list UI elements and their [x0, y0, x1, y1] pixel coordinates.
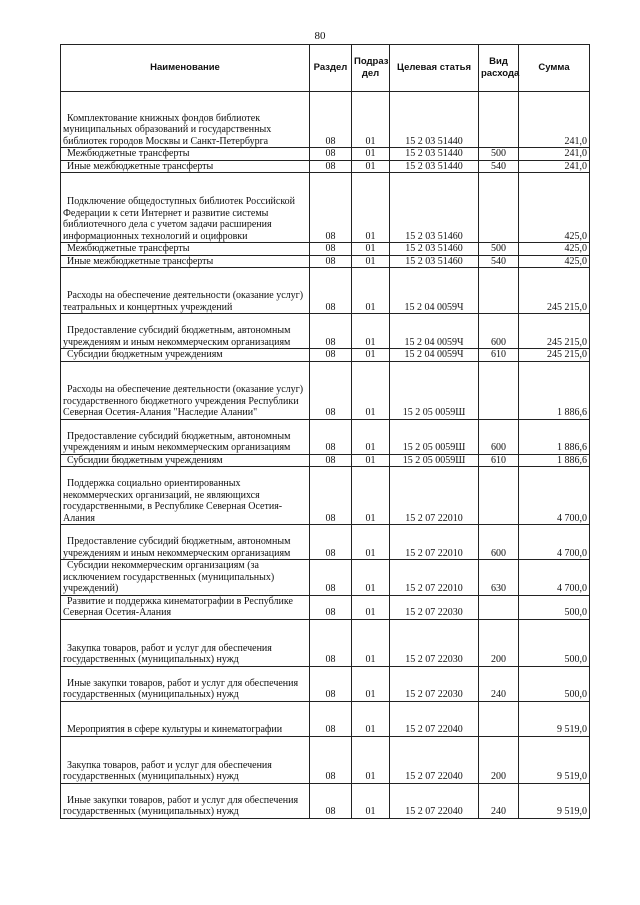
row-vid — [479, 148, 519, 161]
row-statya-text: 15 2 03 51460 — [405, 230, 463, 242]
row-razdel-text: 08 — [325, 349, 336, 360]
row-statya-text: 15 2 04 0059Ч — [404, 336, 464, 348]
row-name — [61, 160, 310, 173]
row-podrazdel-text: 01 — [365, 255, 376, 267]
row-name-text: Иные межбюджетные трансферты — [67, 255, 214, 267]
row-summa — [519, 160, 590, 173]
row-summa-text: 9 519,0 — [557, 771, 587, 782]
row-razdel — [310, 349, 352, 362]
row-summa-text: 500,0 — [564, 654, 587, 665]
row-podrazdel — [352, 467, 390, 525]
row-name — [61, 314, 310, 349]
row-summa-text: 241,0 — [564, 160, 587, 172]
row-summa-text: 425,0 — [564, 243, 587, 254]
row-vid — [479, 92, 519, 148]
row-vid-text: 240 — [491, 806, 506, 817]
row-vid — [479, 701, 519, 736]
row-razdel-text: 08 — [325, 135, 336, 147]
row-vid — [479, 243, 519, 256]
table-row — [61, 595, 590, 619]
row-summa — [519, 243, 590, 256]
row-podrazdel-text: 01 — [365, 547, 376, 559]
row-summa-text: 245 215,0 — [547, 336, 587, 348]
row-vid-text: 630 — [491, 583, 506, 594]
row-podrazdel — [352, 619, 390, 666]
row-statya-text: 15 2 07 22040 — [405, 806, 463, 817]
row-name-text: Расходы на обеспечение деятельности (оказание услуг) государственного бюджетного учреждения Республики Северная Осетия-Алания "Наследие Алании" — [63, 384, 304, 418]
row-razdel — [310, 92, 352, 148]
table-row — [61, 736, 590, 783]
row-razdel-text: 08 — [325, 771, 336, 782]
row-razdel-text: 08 — [325, 148, 336, 159]
row-vid-text: 600 — [491, 547, 506, 559]
row-podrazdel — [352, 736, 390, 783]
row-podrazdel — [352, 595, 390, 619]
row-razdel-text: 08 — [325, 689, 336, 700]
header-vid: Вид расхода — [479, 45, 519, 92]
table-row — [61, 701, 590, 736]
budget-table — [60, 44, 590, 819]
table-row — [61, 783, 590, 818]
row-name — [61, 268, 310, 314]
row-razdel — [310, 243, 352, 256]
row-statya-text: 15 2 05 0059Ш — [402, 442, 466, 453]
row-razdel-text: 08 — [325, 160, 336, 172]
row-statya-text: 15 2 03 51460 — [405, 255, 463, 267]
row-podrazdel-text: 01 — [365, 689, 376, 700]
row-name — [61, 736, 310, 783]
row-vid-text: 610 — [491, 349, 506, 360]
row-name — [61, 701, 310, 736]
row-podrazdel-text: 01 — [365, 607, 376, 618]
row-statya-text: 15 2 07 22010 — [405, 547, 463, 559]
row-podrazdel — [352, 349, 390, 362]
row-vid — [479, 268, 519, 314]
row-summa — [519, 783, 590, 818]
row-vid — [479, 160, 519, 173]
row-vid — [479, 736, 519, 783]
row-razdel — [310, 419, 352, 454]
table-row — [61, 361, 590, 419]
row-podrazdel-text: 01 — [365, 583, 376, 594]
row-statya — [390, 243, 479, 256]
row-summa-text: 500,0 — [564, 689, 587, 700]
row-summa — [519, 255, 590, 268]
row-razdel — [310, 619, 352, 666]
row-summa-text: 1 886,6 — [557, 454, 587, 466]
row-statya — [390, 595, 479, 619]
row-name — [61, 454, 310, 467]
row-statya-text: 15 2 04 0059Ч — [404, 301, 464, 313]
row-summa — [519, 92, 590, 148]
row-name-text: Предоставление субсидий бюджетным, автономным учреждениям и иным некоммерческим организациям — [63, 430, 291, 453]
row-podrazdel — [352, 92, 390, 148]
row-name-text: Мероприятия в сфере культуры и кинематографии — [67, 724, 283, 735]
row-razdel — [310, 454, 352, 467]
table-row — [61, 619, 590, 666]
row-summa — [519, 736, 590, 783]
row-statya — [390, 349, 479, 362]
row-name — [61, 361, 310, 419]
row-summa — [519, 148, 590, 161]
row-vid — [479, 173, 519, 243]
row-name-text: Подключение общедоступных библиотек Российской Федерации к сети Интернет и развитие системы библиотечного дела с учетом задачи расширения информационных технологий и оцифровки — [63, 196, 296, 242]
row-vid — [479, 619, 519, 666]
row-razdel — [310, 560, 352, 596]
table-row — [61, 268, 590, 314]
row-name — [61, 525, 310, 560]
row-summa-text: 4 700,0 — [557, 547, 587, 559]
row-statya — [390, 454, 479, 467]
row-summa — [519, 701, 590, 736]
row-razdel-text: 08 — [325, 547, 336, 559]
row-podrazdel — [352, 419, 390, 454]
row-razdel — [310, 160, 352, 173]
row-statya — [390, 92, 479, 148]
row-statya-text: 15 2 03 51440 — [405, 135, 463, 147]
row-summa — [519, 314, 590, 349]
row-vid-text: 500 — [491, 243, 506, 254]
table-row — [61, 419, 590, 454]
table-row — [61, 314, 590, 349]
row-vid-text: 610 — [491, 454, 506, 466]
row-podrazdel-text: 01 — [365, 230, 376, 242]
row-razdel — [310, 595, 352, 619]
row-razdel-text: 08 — [325, 724, 336, 735]
row-statya — [390, 666, 479, 701]
row-name-text: Иные межбюджетные трансферты — [67, 160, 214, 172]
row-razdel-text: 08 — [325, 654, 336, 665]
row-summa — [519, 525, 590, 560]
row-statya — [390, 419, 479, 454]
row-name — [61, 92, 310, 148]
row-summa-text: 245 215,0 — [547, 301, 587, 313]
row-name-text: Развитие и поддержка кинематографии в Республике Северная Осетия-Алания — [63, 595, 293, 618]
table-row — [61, 525, 590, 560]
table-row — [61, 454, 590, 467]
row-podrazdel — [352, 361, 390, 419]
row-name-text: Межбюджетные трансферты — [67, 243, 190, 254]
row-podrazdel-text: 01 — [365, 654, 376, 665]
row-name-text: Расходы на обеспечение деятельности (оказание услуг) театральных и концертных учреждений — [63, 290, 304, 313]
row-name-text: Иные закупки товаров, работ и услуг для обеспечения государственных (муниципальных) нужд — [63, 794, 299, 817]
header-podrazdel: Подраз дел — [352, 45, 390, 92]
row-podrazdel-text: 01 — [365, 301, 376, 313]
row-summa — [519, 560, 590, 596]
row-razdel — [310, 268, 352, 314]
row-summa-text: 9 519,0 — [557, 806, 587, 817]
row-podrazdel-text: 01 — [365, 771, 376, 782]
row-statya — [390, 619, 479, 666]
row-razdel-text: 08 — [325, 583, 336, 594]
row-podrazdel — [352, 525, 390, 560]
row-podrazdel-text: 01 — [365, 724, 376, 735]
row-name — [61, 349, 310, 362]
row-statya — [390, 783, 479, 818]
row-podrazdel — [352, 160, 390, 173]
row-podrazdel — [352, 701, 390, 736]
table-row — [61, 666, 590, 701]
row-podrazdel-text: 01 — [365, 148, 376, 159]
row-vid — [479, 467, 519, 525]
row-vid — [479, 666, 519, 701]
row-razdel — [310, 148, 352, 161]
row-razdel — [310, 783, 352, 818]
row-summa — [519, 349, 590, 362]
row-summa-text: 425,0 — [564, 255, 587, 267]
row-podrazdel-text: 01 — [365, 407, 376, 418]
row-summa-text: 4 700,0 — [557, 512, 587, 524]
row-statya-text: 15 2 03 51440 — [405, 160, 463, 172]
row-podrazdel — [352, 314, 390, 349]
row-name — [61, 783, 310, 818]
row-name-text: Иные закупки товаров, работ и услуг для обеспечения государственных (муниципальных) нужд — [63, 677, 299, 700]
table-row — [61, 467, 590, 525]
row-podrazdel-text: 01 — [365, 454, 376, 466]
row-podrazdel-text: 01 — [365, 336, 376, 348]
row-statya-text: 15 2 07 22010 — [405, 512, 463, 524]
row-statya-text: 15 2 07 22040 — [405, 771, 463, 782]
row-statya-text: 15 2 07 22040 — [405, 724, 463, 735]
row-podrazdel-text: 01 — [365, 160, 376, 172]
row-statya-text: 15 2 07 22030 — [405, 607, 463, 618]
row-summa — [519, 268, 590, 314]
row-podrazdel — [352, 173, 390, 243]
row-statya — [390, 361, 479, 419]
row-name-text: Закупка товаров, работ и услуг для обеспечения государственных (муниципальных) нужд — [63, 759, 272, 782]
row-razdel-text: 08 — [325, 230, 336, 242]
table-row — [61, 255, 590, 268]
row-razdel — [310, 173, 352, 243]
row-summa-text: 241,0 — [564, 148, 587, 159]
row-summa-text: 9 519,0 — [557, 724, 587, 735]
row-vid-text: 600 — [491, 336, 506, 348]
row-summa-text: 245 215,0 — [547, 349, 587, 360]
row-summa-text: 241,0 — [564, 135, 587, 147]
row-summa — [519, 619, 590, 666]
row-statya — [390, 467, 479, 525]
row-statya-text: 15 2 07 22010 — [405, 583, 463, 594]
row-statya-text: 15 2 05 0059Ш — [402, 407, 466, 418]
row-podrazdel-text: 01 — [365, 806, 376, 817]
row-podrazdel — [352, 268, 390, 314]
row-razdel — [310, 255, 352, 268]
row-name — [61, 243, 310, 256]
row-statya — [390, 268, 479, 314]
row-vid-text: 200 — [491, 654, 506, 665]
row-podrazdel-text: 01 — [365, 135, 376, 147]
row-podrazdel-text: 01 — [365, 349, 376, 360]
table-header-row — [61, 45, 590, 92]
table-row — [61, 160, 590, 173]
row-name — [61, 619, 310, 666]
row-name-text: Предоставление субсидий бюджетным, автономным учреждениям и иным некоммерческим организациям — [63, 536, 291, 559]
row-podrazdel — [352, 454, 390, 467]
row-name — [61, 560, 310, 596]
row-name — [61, 173, 310, 243]
row-vid — [479, 361, 519, 419]
page-number: 80 — [314, 30, 326, 42]
row-razdel-text: 08 — [325, 806, 336, 817]
row-summa — [519, 173, 590, 243]
row-razdel-text: 08 — [325, 442, 336, 453]
table-row — [61, 173, 590, 243]
row-podrazdel-text: 01 — [365, 512, 376, 524]
row-vid-text: 540 — [491, 160, 506, 172]
row-statya — [390, 525, 479, 560]
row-razdel-text: 08 — [325, 336, 336, 348]
row-razdel — [310, 314, 352, 349]
row-vid — [479, 525, 519, 560]
row-statya — [390, 173, 479, 243]
row-name-text: Предоставление субсидий бюджетным, автономным учреждениям и иным некоммерческим организациям — [63, 325, 291, 348]
table-row — [61, 560, 590, 596]
row-summa — [519, 361, 590, 419]
row-statya-text: 15 2 05 0059Ш — [402, 454, 466, 466]
row-razdel-text: 08 — [325, 243, 336, 254]
row-vid — [479, 255, 519, 268]
row-statya-text: 15 2 07 22030 — [405, 654, 463, 665]
row-statya — [390, 255, 479, 268]
row-name — [61, 595, 310, 619]
row-summa-text: 425,0 — [564, 230, 587, 242]
row-statya-text: 15 2 07 22030 — [405, 689, 463, 700]
row-vid-text: 240 — [491, 689, 506, 700]
row-vid-text: 200 — [491, 771, 506, 782]
row-razdel — [310, 467, 352, 525]
row-name — [61, 666, 310, 701]
row-statya-text: 15 2 03 51440 — [405, 148, 463, 159]
row-statya-text: 15 2 03 51460 — [405, 243, 463, 254]
row-statya — [390, 736, 479, 783]
row-vid — [479, 454, 519, 467]
row-vid — [479, 314, 519, 349]
row-summa — [519, 595, 590, 619]
row-statya — [390, 148, 479, 161]
row-razdel — [310, 666, 352, 701]
row-vid-text: 500 — [491, 148, 506, 159]
row-statya — [390, 314, 479, 349]
row-razdel-text: 08 — [325, 454, 336, 466]
row-summa — [519, 666, 590, 701]
row-vid — [479, 349, 519, 362]
row-podrazdel-text: 01 — [365, 442, 376, 453]
row-razdel-text: 08 — [325, 512, 336, 524]
row-podrazdel — [352, 666, 390, 701]
row-razdel — [310, 736, 352, 783]
row-summa-text: 1 886,6 — [557, 407, 587, 418]
row-vid — [479, 419, 519, 454]
row-name — [61, 467, 310, 525]
row-summa-text: 500,0 — [564, 607, 587, 618]
row-name-text: Субсидии бюджетным учреждениям — [67, 454, 223, 466]
row-vid — [479, 560, 519, 596]
row-name-text: Поддержка социально ориентированных некоммерческих организаций, не являющихся государственными, в Республике Северная Осетия-Алания — [63, 478, 283, 524]
row-summa — [519, 454, 590, 467]
row-statya — [390, 160, 479, 173]
row-razdel-text: 08 — [325, 301, 336, 313]
row-summa — [519, 419, 590, 454]
table-row — [61, 92, 590, 148]
row-name — [61, 255, 310, 268]
row-podrazdel — [352, 148, 390, 161]
row-podrazdel — [352, 783, 390, 818]
table-row — [61, 148, 590, 161]
row-razdel — [310, 701, 352, 736]
row-razdel-text: 08 — [325, 607, 336, 618]
row-name-text: Комплектование книжных фондов библиотек муниципальных образований и государственных библиотек городов Москвы и Санкт-Петербурга — [63, 112, 272, 147]
row-summa — [519, 467, 590, 525]
row-name — [61, 419, 310, 454]
row-name-text: Субсидии бюджетным учреждениям — [67, 349, 223, 360]
row-name-text: Закупка товаров, работ и услуг для обеспечения государственных (муниципальных) нужд — [63, 642, 272, 665]
row-podrazdel — [352, 560, 390, 596]
header-summa: Сумма — [519, 45, 590, 92]
row-name — [61, 148, 310, 161]
row-vid-text: 600 — [491, 442, 506, 453]
row-podrazdel — [352, 255, 390, 268]
row-statya — [390, 701, 479, 736]
header-razdel: Раздел — [310, 45, 352, 92]
row-summa-text: 1 886,6 — [557, 442, 587, 453]
row-name-text: Межбюджетные трансферты — [67, 148, 190, 159]
row-vid — [479, 783, 519, 818]
row-statya — [390, 560, 479, 596]
row-vid-text: 540 — [491, 255, 506, 267]
row-podrazdel-text: 01 — [365, 243, 376, 254]
table-row — [61, 243, 590, 256]
row-razdel — [310, 525, 352, 560]
row-vid — [479, 595, 519, 619]
table-row — [61, 349, 590, 362]
row-razdel — [310, 361, 352, 419]
row-razdel-text: 08 — [325, 407, 336, 418]
row-razdel-text: 08 — [325, 255, 336, 267]
row-summa-text: 4 700,0 — [557, 583, 587, 594]
header-statya: Целевая статья — [390, 45, 479, 92]
row-statya-text: 15 2 04 0059Ч — [404, 349, 464, 360]
header-name: Наименование — [61, 45, 310, 92]
row-name-text: Субсидии некоммерческим организациям (за исключением государственных (муниципальных) учреждений) — [63, 560, 275, 594]
row-podrazdel — [352, 243, 390, 256]
